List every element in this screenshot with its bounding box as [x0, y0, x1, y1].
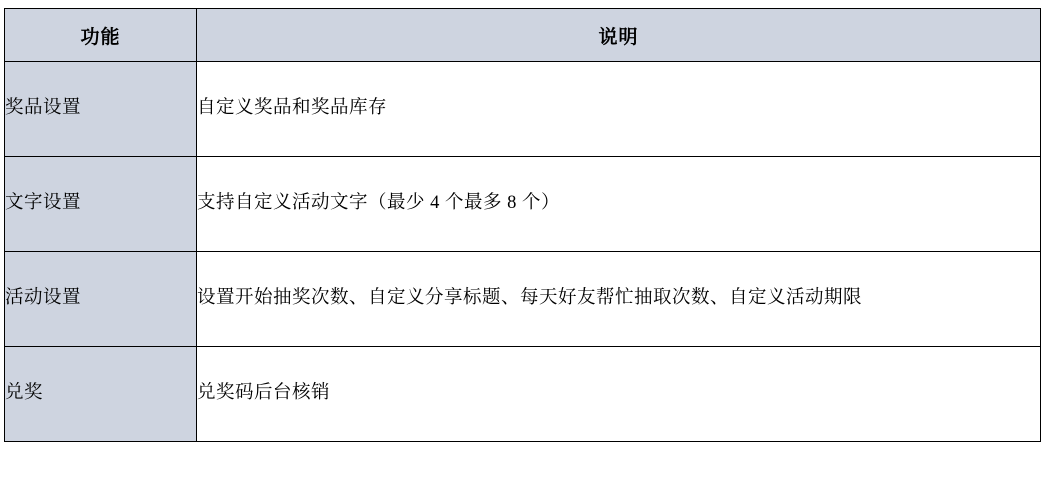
document-page	[0, 8, 1044, 481]
table-header	[5, 9, 1041, 62]
table-row	[5, 252, 1041, 347]
cell-function-text: 奖品设置	[5, 98, 82, 119]
cell-function	[5, 252, 197, 347]
feature-table	[4, 8, 1041, 442]
cell-description-text: 设置开始抽奖次数、自定义分享标题、每天好友帮忙抽取次数、自定义活动期限	[197, 288, 863, 309]
cell-description	[197, 347, 1041, 442]
table-row	[5, 62, 1041, 157]
column-header-description: 说明	[197, 9, 1041, 62]
cell-function-text: 兑奖	[5, 383, 44, 404]
cell-function	[5, 62, 197, 157]
table-row	[5, 347, 1041, 442]
cell-description-text: 兑奖码后台核销	[197, 383, 331, 404]
cell-function-text: 活动设置	[5, 288, 82, 309]
cell-description	[197, 62, 1041, 157]
cell-function	[5, 157, 197, 252]
table-body	[5, 62, 1041, 442]
cell-function	[5, 347, 197, 442]
cell-description-text: 自定义奖品和奖品库存	[197, 98, 388, 119]
cell-description	[197, 157, 1041, 252]
cell-description	[197, 252, 1041, 347]
column-header-function: 功能	[5, 9, 197, 62]
cell-function-text: 文字设置	[5, 193, 82, 214]
cell-description-text: 支持自定义活动文字（最少 4 个最多 8 个）	[197, 193, 561, 214]
table-header-row	[5, 9, 1041, 62]
table-row	[5, 157, 1041, 252]
